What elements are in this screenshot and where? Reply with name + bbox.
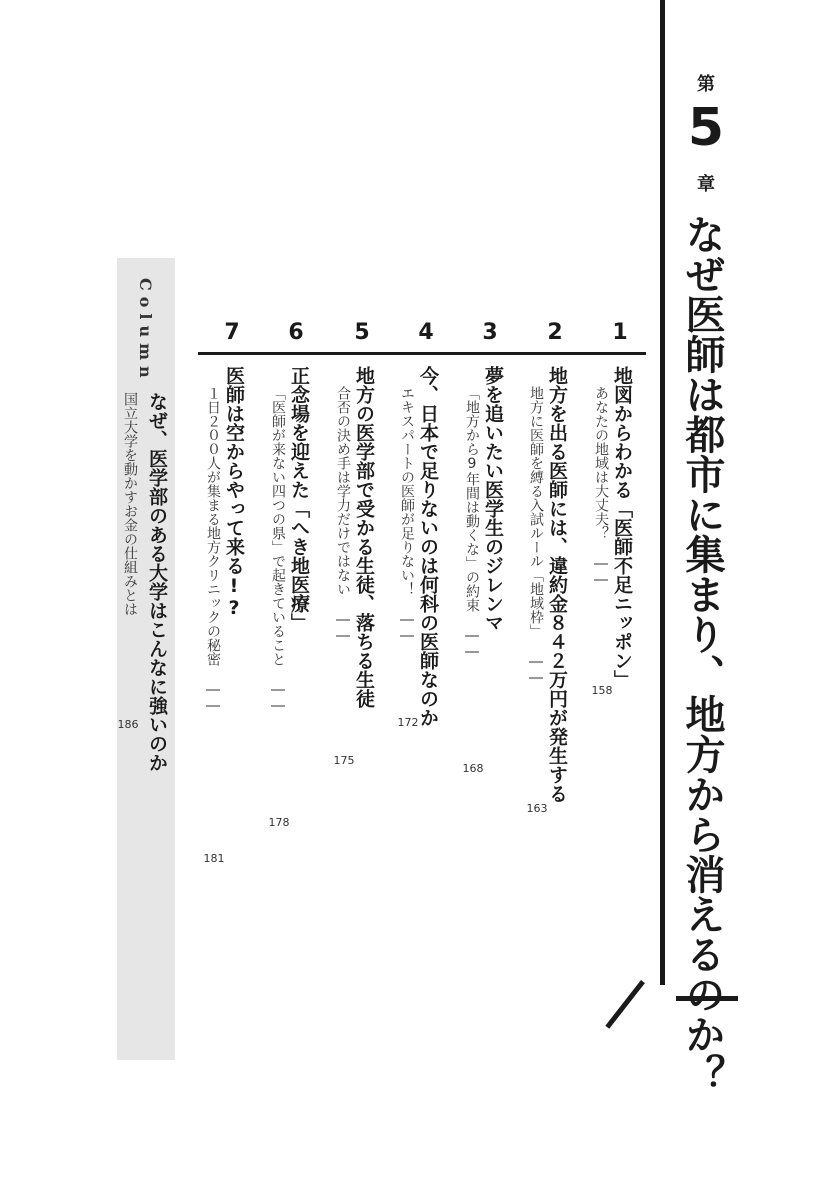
entry-number-5: 5 (354, 320, 370, 345)
entry-page-number: 175 (333, 754, 355, 767)
toc-entry-4[interactable] (392, 366, 444, 766)
entry-title: 今、日本で足りないのは何科の医師なのか (417, 366, 439, 727)
entry-subtitle: エキスパートの医師が足りない！ ―― (399, 386, 415, 644)
toc-entry-1[interactable] (586, 366, 638, 706)
chapter-label-dai: 第 (697, 74, 715, 95)
entry-page-number: 181 (203, 852, 225, 865)
entry-title: 地方の医学部で受かる生徒、落ちる生徒 (353, 366, 375, 708)
column-page-number: 186 (117, 718, 139, 731)
entry-number-6: 6 (288, 320, 304, 345)
entry-page-number: 172 (397, 716, 419, 729)
entry-title: 地方を出る医師には、違約金８４２万円が発生する (546, 366, 568, 803)
column-subtitle: 国立大学を動かすお金の仕組みとは (122, 392, 138, 616)
entry-subtitle: 「医師が来ない四つの県」で起きていること ―― (270, 386, 286, 714)
entry-subtitle: 地方に医師を縛る入試ルール「地域枠」 ―― (528, 386, 544, 686)
entry-subtitle: 「地方から9年間は動くな」の約束 ―― (464, 386, 480, 660)
entry-number-4: 4 (418, 320, 434, 345)
entry-page-number: 178 (268, 816, 290, 829)
entry-number-1: 1 (612, 320, 628, 345)
entry-number-3: 3 (482, 320, 498, 345)
entry-number-7: 7 (224, 320, 240, 345)
chapter-number: 5 (687, 98, 725, 158)
toc-entry-5[interactable] (328, 366, 380, 766)
column-label: Column (136, 278, 155, 384)
entry-title: 医師は空からやって来る!? (223, 366, 245, 619)
entry-page-number: 168 (462, 762, 484, 775)
toc-header-rule (198, 352, 646, 355)
toc-entry-7[interactable] (198, 366, 250, 866)
chapter-frame-vertical (660, 0, 665, 985)
entry-number-2: 2 (547, 320, 563, 345)
entry-subtitle: １日２００人が集まる地方クリニックの秘密 ―― (205, 386, 221, 714)
toc-entry-3[interactable] (457, 366, 509, 786)
entry-page-number: 163 (526, 802, 548, 815)
toc-entry-6[interactable] (263, 366, 315, 829)
entry-page-number: 158 (591, 684, 613, 697)
toc-entry-2[interactable] (521, 366, 573, 876)
chapter-title: なぜ医師は都市に集まり、地方から消えるのか？ (679, 214, 725, 1094)
entry-subtitle: あなたの地域は大丈夫？ ―― (593, 386, 609, 588)
column-title: なぜ、医学部のある大学はこんなに強いのか (146, 392, 168, 772)
chapter-label-sho: 章 (697, 174, 715, 195)
entry-title: 正念場を迎えた「へき地医療」 (288, 366, 310, 632)
entry-title: 夢を追いたい医学生のジレンマ (482, 366, 504, 632)
entry-subtitle: 合否の決め手は学力だけではない ―― (335, 386, 351, 644)
chapter-frame-diagonal (605, 980, 645, 1029)
entry-title: 地図からわかる「医師不足ニッポン」 (611, 366, 633, 689)
